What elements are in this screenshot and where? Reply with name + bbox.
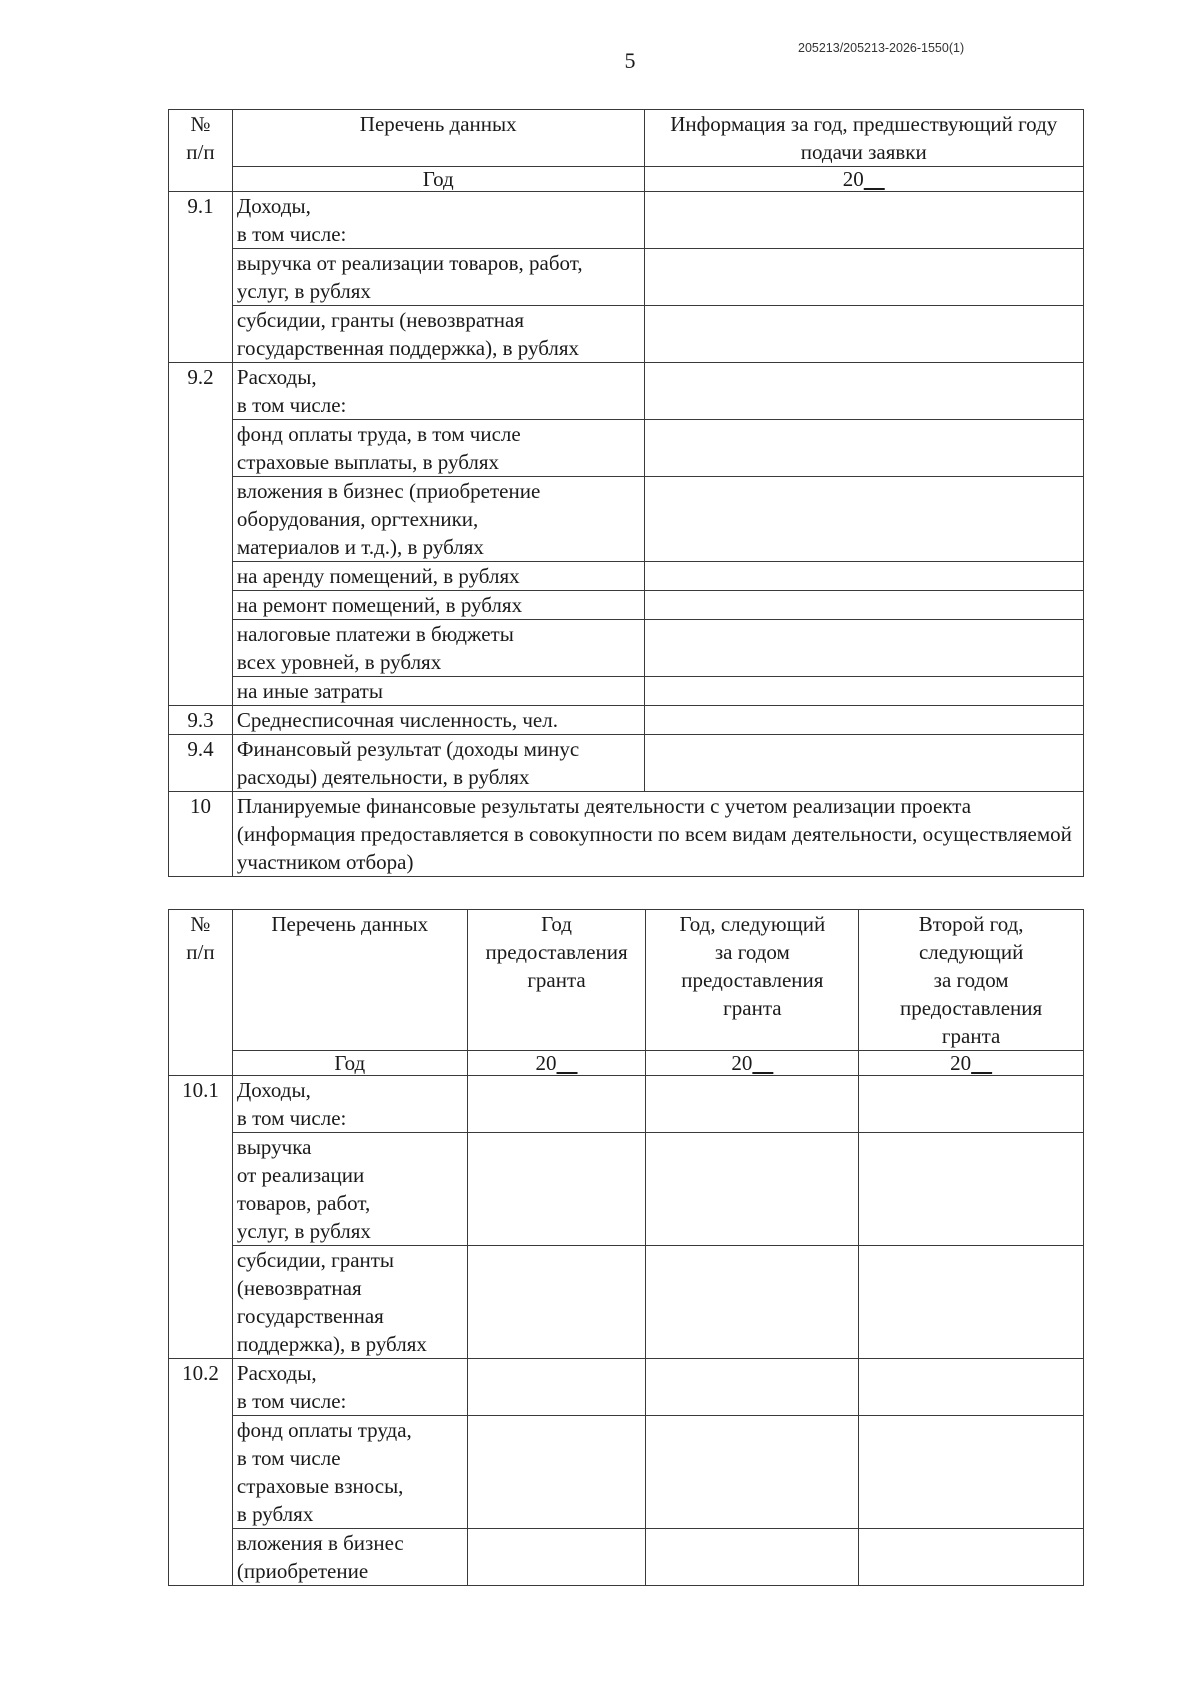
row-label: на аренду помещений, в рублях — [232, 562, 644, 591]
value-cell[interactable] — [646, 1529, 859, 1586]
value-cell[interactable] — [859, 1133, 1084, 1246]
row-label: Расходы, в том числе: — [232, 1359, 467, 1416]
value-cell[interactable] — [644, 735, 1083, 792]
header-next-year: Год, следующий за годом предоставления гранта — [646, 910, 859, 1051]
row-label: на иные затраты — [232, 677, 644, 706]
value-cell[interactable] — [644, 306, 1083, 363]
header-year-value: 20 — [644, 167, 1083, 192]
row-label: Среднесписочная численность, чел. — [232, 706, 644, 735]
value-cell[interactable] — [646, 1416, 859, 1529]
page-number: 5 — [624, 48, 636, 73]
value-cell[interactable] — [467, 1529, 646, 1586]
row-label: субсидии, гранты (невозвратная государственная поддержка), в рублях — [232, 1246, 467, 1359]
header-year-label: Год — [232, 167, 644, 192]
row-label: фонд оплаты труда, в том числе страховые выплаты, в рублях — [232, 420, 644, 477]
document-id: 205213/205213-2026-1550(1) — [798, 41, 965, 55]
row-label: Финансовый результат (доходы минус расходы) деятельности, в рублях — [232, 735, 644, 792]
value-cell[interactable] — [467, 1246, 646, 1359]
value-cell[interactable] — [646, 1133, 859, 1246]
row-label: Расходы, в том числе: — [232, 363, 644, 420]
value-cell[interactable] — [644, 477, 1083, 562]
value-cell[interactable] — [467, 1076, 646, 1133]
value-cell[interactable] — [644, 591, 1083, 620]
header-num: № п/п — [169, 110, 233, 192]
header-second-year: Второй год, следующий за годом предоставления гранта — [859, 910, 1084, 1051]
row-num: 10.1 — [169, 1076, 233, 1359]
row-num: 9.1 — [169, 192, 233, 363]
value-cell[interactable] — [644, 249, 1083, 306]
header-year-label: Год — [232, 1051, 467, 1076]
row-label: вложения в бизнес (приобретение — [232, 1529, 467, 1586]
section-10-description: Планируемые финансовые результаты деятельности с учетом реализации проекта (информация предоставляется в совокупности по всем видам деятельности, осуществляемой участником отбора) — [232, 792, 1083, 877]
row-label: на ремонт помещений, в рублях — [232, 591, 644, 620]
header-year-1: 20 — [467, 1051, 646, 1076]
row-label: налоговые платежи в бюджеты всех уровней, в рублях — [232, 620, 644, 677]
value-cell[interactable] — [644, 420, 1083, 477]
header-info: Информация за год, предшествующий году подачи заявки — [644, 110, 1083, 167]
value-cell[interactable] — [467, 1133, 646, 1246]
value-cell[interactable] — [859, 1416, 1084, 1529]
header-year-3: 20 — [859, 1051, 1084, 1076]
planned-results-table — [168, 909, 1084, 1586]
value-cell[interactable] — [859, 1246, 1084, 1359]
value-cell[interactable] — [644, 706, 1083, 735]
value-cell[interactable] — [646, 1246, 859, 1359]
row-label: вложения в бизнес (приобретение оборудования, оргтехники, материалов и т.д.), в рублях — [232, 477, 644, 562]
row-num: 10 — [169, 792, 233, 877]
header-num: № п/п — [169, 910, 233, 1076]
row-num: 9.2 — [169, 363, 233, 706]
value-cell[interactable] — [859, 1359, 1084, 1416]
header-list: Перечень данных — [232, 910, 467, 1051]
row-label: субсидии, гранты (невозвратная государственная поддержка), в рублях — [232, 306, 644, 363]
value-cell[interactable] — [644, 562, 1083, 591]
value-cell[interactable] — [644, 192, 1083, 249]
value-cell[interactable] — [644, 620, 1083, 677]
row-label: выручка от реализации товаров, работ, услуг, в рублях — [232, 1133, 467, 1246]
row-num: 10.2 — [169, 1359, 233, 1586]
value-cell[interactable] — [859, 1529, 1084, 1586]
value-cell[interactable] — [859, 1076, 1084, 1133]
value-cell[interactable] — [644, 363, 1083, 420]
value-cell[interactable] — [644, 677, 1083, 706]
value-cell[interactable] — [646, 1076, 859, 1133]
header-year-2: 20 — [646, 1051, 859, 1076]
value-cell[interactable] — [646, 1359, 859, 1416]
row-num: 9.3 — [169, 706, 233, 735]
row-num: 9.4 — [169, 735, 233, 792]
row-label: фонд оплаты труда, в том числе страховые взносы, в рублях — [232, 1416, 467, 1529]
value-cell[interactable] — [467, 1359, 646, 1416]
row-label: Доходы, в том числе: — [232, 192, 644, 249]
value-cell[interactable] — [467, 1416, 646, 1529]
row-label: выручка от реализации товаров, работ, услуг, в рублях — [232, 249, 644, 306]
header-list: Перечень данных — [232, 110, 644, 167]
header-grant-year: Год предоставления гранта — [467, 910, 646, 1051]
financial-data-table — [168, 109, 1084, 877]
row-label: Доходы, в том числе: — [232, 1076, 467, 1133]
